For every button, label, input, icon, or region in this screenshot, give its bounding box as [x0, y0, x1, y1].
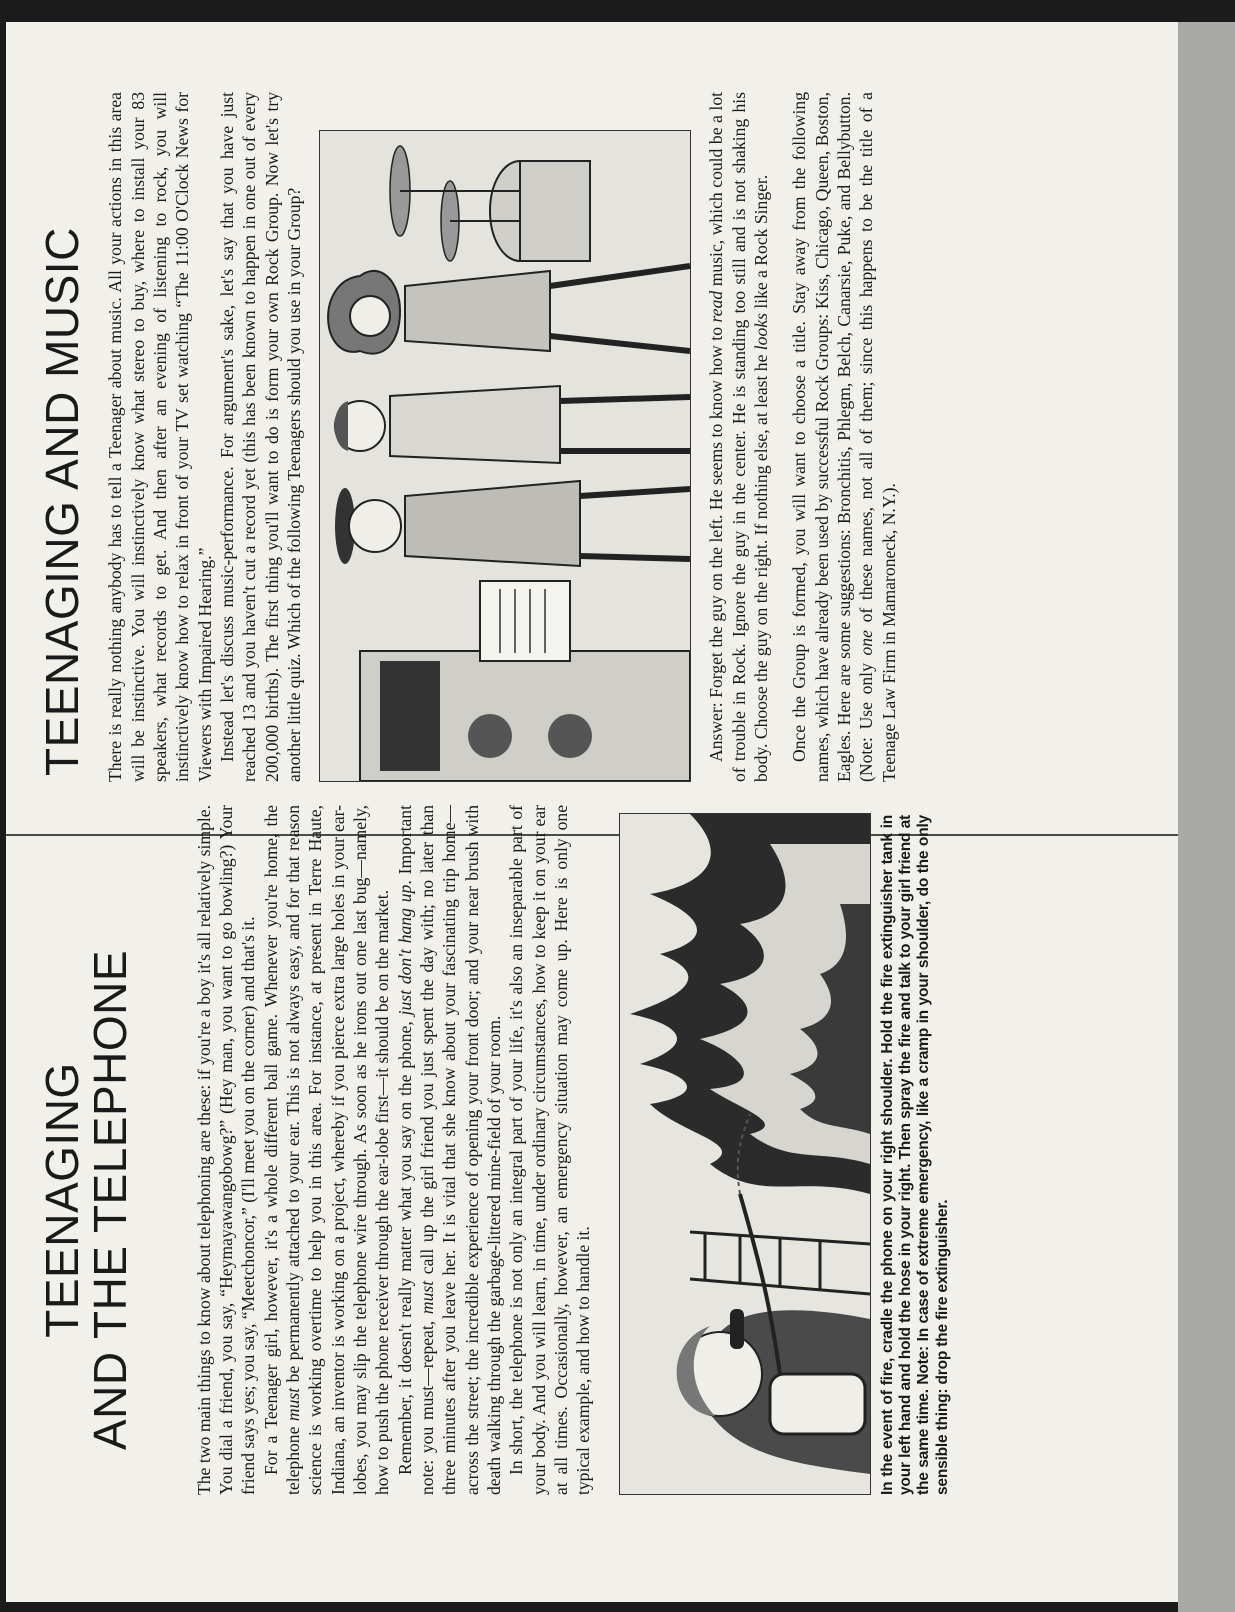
telephone-title-line1: TEENAGING [36, 1062, 88, 1338]
fire-caption: In the event of fire, cradle the phone on your right shoulder. Hold the fire extinguisher tank in your left hand and hold the hose in your right. Then spray the fire and talk to your girl friend at the same time. Note: In case of extreme emergency, like a cramp in your shoulder, do the only sensible thing: drop the fire extinguisher. [878, 815, 951, 1495]
rock-band-drawing [320, 131, 690, 781]
telephone-para-4: In short, the telephone is not only an integral part of your life, it's also an inseparable part of your body. And you will learn, in time, under ordinary circumstances, how to keep it on your ear at all times. Occasionally, however, an emergency situation may come up. Here is only one typical example, and how to handle it. [506, 805, 594, 1495]
telephone-para-3: Remember, it doesn't really matter what you say on the phone, just don't hang up. Important note: you must—repeat, must call up the girl friend you just spent the day with; no later than three minutes after you leave her. It is vital that she know about your fascinating trip home—across the street; the incredible experience of opening your front door; and your near brush with death walking through the garbage-littered mine-field of your room. [394, 805, 505, 1495]
telephone-para-1: The two main things to know about telephoning are these: if you're a boy it's all relatively simple. You dial a friend, you say, “Heymayawangobowg?” (Hey man, you want to go bowling?) Your friend says yes; you say, “Meetchoncor,” (I'll meet you on the corner) and that's it. [193, 805, 259, 1495]
fire-scene-drawing [620, 814, 870, 1494]
rock-group-illustration [319, 130, 691, 782]
telephone-title-line2: AND THE TELEPHONE [84, 949, 137, 1451]
page-edge [1178, 22, 1235, 1612]
music-para-2: Instead let's discuss music-performance. For argument's sake, let's say that you have just reached 13 and you haven't cut a record yet (this has been known to happen in one out of every 200,000 births). The first thing you'll want to do is form your own Rock Group. Now let's try another little quiz. Which of the following Teenagers should you use in your Group? [217, 92, 305, 782]
telephone-para-2: For a Teenager girl, however, it's a whole different ball game. Whenever you're home, the telephone must be permanently attached to your ear. This is not always easy, and for that reason science is working overtime to help you in this area. For instance, at present in Terre Haute, Indiana, an inventor is working on a project, whereby if you pierce extra large holes in your ear-lobes, you may slip the telephone wire through. As soon as he irons out one last bug—namely, how to push the phone receiver through the ear-lobe first—it should be on the market. [260, 805, 393, 1495]
music-para-1: There is really nothing anybody has to tell a Teenager about music. All your actions in this area will be instinctive. You will instinctively know what stereo to buy, where to install your 83 speakers, what records to get. And then after an evening of listening to rock, you will instinctively know how to relax in front of your TV set watching “The 11:00 O'Clock News for Viewers with Impaired Hearing.” [105, 92, 215, 782]
music-answer: Answer: Forget the guy on the left. He seems to know how to read music, which could be a lot of trouble in Rock. Ignore the guy in the center. He is standing too still and is not shaking his body. Choose the guy on the right. If nothing else, at least he looks like a Rock Singer. [706, 91, 772, 782]
music-title: TEENAGING AND MUSIC [36, 227, 88, 776]
fire-extinguisher-illustration [619, 813, 871, 1495]
telephone-title [38, 905, 135, 1495]
telephone-article [38, 805, 1138, 1495]
music-article [38, 92, 1138, 782]
music-para-4: Once the Group is formed, you will want to choose a title. Stay away from the following names, which have already been used by successful Rock Groups: Kiss, Chicago, Queen, Boston, Eagles. Here are some suggestions: Bronchitis, Phlegm, Belch, Canarsie, Puke, and Bellybutton. (Note: Use only one of these names, not all of them; since this happens to be the title of a Teenage Law Firm in Mamaroneck, N.Y.). [789, 92, 899, 782]
